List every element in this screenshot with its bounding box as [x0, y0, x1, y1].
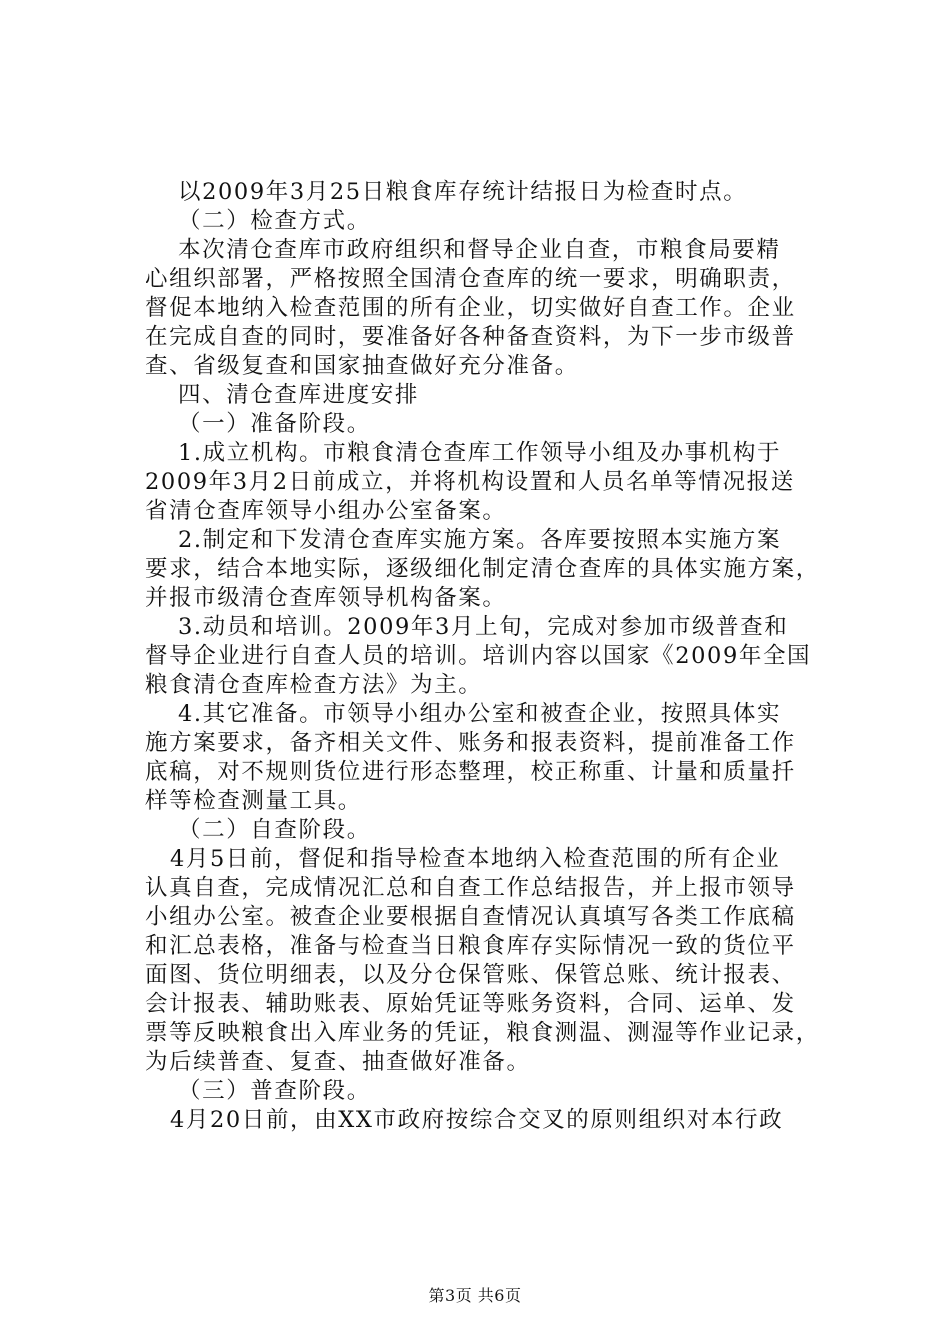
- text-line: 面图、货位明细表，以及分仓保管账、保管总账、统计报表、: [145, 962, 796, 988]
- section-heading: （二）自查阶段。: [178, 817, 371, 843]
- text-line: 施方案要求，备齐相关文件、账务和报表资料，提前准备工作: [145, 730, 796, 756]
- text-line: 4.其它准备。市领导小组办公室和被查企业，按照具体实: [178, 701, 782, 727]
- section-heading: （三）普查阶段。: [178, 1078, 371, 1104]
- text-line: 票等反映粮食出入库业务的凭证，粮食测温、测湿等作业记录，: [145, 1020, 820, 1046]
- text-line: 会计报表、辅助账表、原始凭证等账务资料，合同、运单、发: [145, 991, 796, 1017]
- text-line: 要求，结合本地实际，逐级细化制定清仓查库的具体实施方案，: [145, 556, 820, 582]
- text-line: 并报市级清仓查库领导机构备案。: [145, 585, 507, 611]
- text-line: 查、省级复查和国家抽查做好充分准备。: [145, 353, 579, 379]
- text-line: 以2009年3月25日粮食库存统计结报日为检查时点。: [178, 179, 748, 205]
- text-line: 底稿，对不规则货位进行形态整理，校正称重、计量和质量扦: [145, 759, 796, 785]
- text-line: 样等检查测量工具。: [145, 788, 362, 814]
- text-line: 4月20日前，由XX市政府按综合交叉的原则组织对本行政: [170, 1107, 784, 1133]
- text-line: 在完成自查的同时，要准备好各种备查资料，为下一步市级普: [145, 324, 796, 350]
- text-line: 为后续普查、复查、抽查做好准备。: [145, 1049, 531, 1075]
- text-line: 1.成立机构。市粮食清仓查库工作领导小组及办事机构于: [178, 440, 782, 466]
- text-line: 认真自查，完成情况汇总和自查工作总结报告，并上报市领导: [145, 875, 796, 901]
- text-line: 督导企业进行自查人员的培训。培训内容以国家《2009年全国: [145, 643, 812, 669]
- text-line: 本次清仓查库市政府组织和督导企业自查，市粮食局要精: [178, 237, 781, 263]
- section-heading: 四、清仓查库进度安排: [178, 382, 420, 408]
- section-heading: （一）准备阶段。: [178, 411, 371, 437]
- text-line: 督促本地纳入检查范围的所有企业，切实做好自查工作。企业: [145, 295, 796, 321]
- text-line: 2009年3月2日前成立，并将机构设置和人员名单等情况报送: [145, 469, 795, 495]
- page-footer: 第3页 共6页: [428, 1286, 522, 1305]
- section-heading: （二）检查方式。: [178, 208, 371, 234]
- text-line: 心组织部署，严格按照全国清仓查库的统一要求，明确职责，: [145, 266, 796, 292]
- text-line: 和汇总表格，准备与检查当日粮食库存实际情况一致的货位平: [145, 933, 796, 959]
- text-line: 小组办公室。被查企业要根据自查情况认真填写各类工作底稿: [145, 904, 796, 930]
- text-line: 3.动员和培训。2009年3月上旬，完成对参加市级普查和: [178, 614, 789, 640]
- text-line: 2.制定和下发清仓查库实施方案。各库要按照本实施方案: [178, 527, 782, 553]
- text-line: 省清仓查库领导小组办公室备案。: [145, 498, 507, 524]
- text-line: 4月5日前，督促和指导检查本地纳入检查范围的所有企业: [170, 846, 781, 872]
- text-line: 粮食清仓查库检查方法》为主。: [145, 672, 483, 698]
